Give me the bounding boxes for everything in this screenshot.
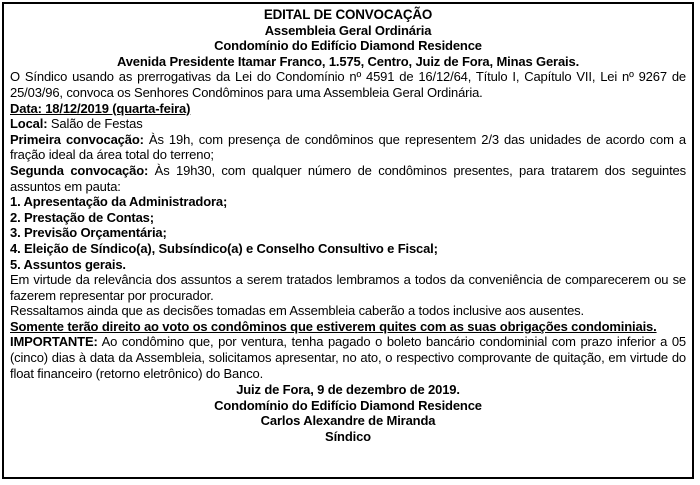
notice-frame <box>2 2 694 479</box>
signoff-block <box>10 382 686 444</box>
important-notice <box>10 334 686 381</box>
important-text: Ao condômino que, por ventura, tenha pagado o boleto bancário condominial com prazo inferior a 05 (cinco) dias à data da Assembleia, solicitamos apresentar, no ato, o respectivo comprovante de quitação, em virtude do float financeiro (retorno eletrônico) do Banco. <box>10 334 686 381</box>
first-call <box>10 132 686 163</box>
first-call-label: Primeira convocação: <box>10 131 144 147</box>
agenda-item: 1. Apresentação da Administradora; <box>10 194 228 210</box>
voting-notice: Somente terão direito ao voto os condôminos que estiverem quites com as suas obrigações condominiais. <box>10 318 657 334</box>
notice-title: EDITAL DE CONVOCAÇÃO <box>263 7 433 22</box>
second-call <box>10 163 686 194</box>
meeting-date: Data: 18/12/2019 (quarta-feira) <box>10 100 191 116</box>
agenda-item: 2. Prestação de Contas; <box>10 209 154 225</box>
signoff-name: Carlos Alexandre de Miranda <box>260 413 436 429</box>
intro-paragraph: O Síndico usando as prerrogativas da Lei do Condomínio nº 4591 de 16/12/64, Título I, Capítulo VII, Lei nº 9267 de 25/03/96, convoca os Senhores Condôminos para uma Assembleia Geral Ordinária. <box>10 69 686 100</box>
signoff-condominium: Condomínio do Edifício Diamond Residence <box>214 397 482 413</box>
second-call-label: Segunda convocação: <box>10 162 149 178</box>
relevance-paragraph: Em virtude da relevância dos assuntos a serem tratados lembramos a todos da conveniência de comparecerem ou se fazerem representar por procurador. <box>10 272 686 303</box>
important-label: IMPORTANTE: <box>10 334 98 350</box>
notice-subtitle: Assembleia Geral Ordinária <box>264 22 432 38</box>
agenda-item: 5. Assuntos gerais. <box>10 256 126 272</box>
second-call-text: Às 19h30, com qualquer número de condôminos presentes, para tratarem dos seguintes assuntos em pauta: <box>10 162 686 194</box>
decisions-paragraph: Ressaltamos ainda que as decisões tomadas em Assembleia caberão a todos inclusive aos ausentes. <box>10 303 584 319</box>
meeting-location <box>10 116 686 132</box>
signoff-place-date: Juiz de Fora, 9 de dezembro de 2019. <box>236 382 460 398</box>
first-call-text: Às 19h, com presença de condôminos que representem 2/3 das unidades de acordo com a fração ideal da área total do terreno; <box>10 131 686 163</box>
location-value: Salão de Festas <box>47 116 143 132</box>
agenda-item: 4. Eleição de Síndico(a), Subsíndico(a) e Conselho Consultivo e Fiscal; <box>10 240 438 256</box>
location-label: Local: <box>10 116 48 132</box>
agenda-list <box>10 194 686 272</box>
signoff-role: Síndico <box>325 429 371 445</box>
condominium-name: Condomínio do Edifício Diamond Residence <box>214 38 482 54</box>
agenda-item: 3. Previsão Orçamentária; <box>10 225 167 241</box>
condominium-address: Avenida Presidente Itamar Franco, 1.575, Centro, Juiz de Fora, Minas Gerais. <box>116 53 580 69</box>
